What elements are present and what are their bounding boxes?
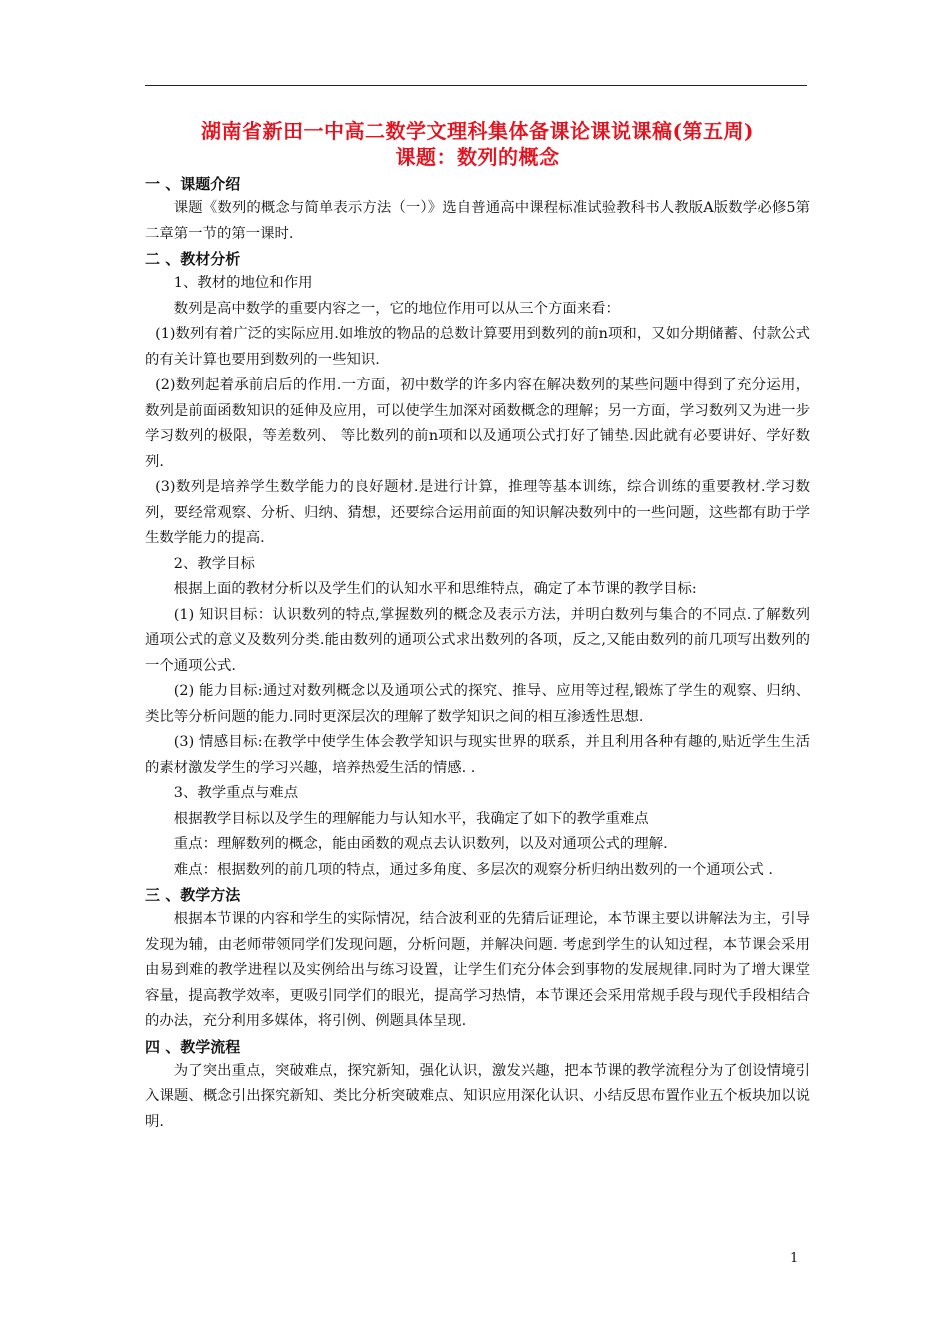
- section-heading-4: 四 、教学流程: [145, 1037, 241, 1056]
- paragraph: 难点：根据数列的前几项的特点，通过多角度、多层次的观察分析归纳出数列的一个通项公式 .: [173, 861, 773, 878]
- section-heading-3: 三 、教学方法: [145, 886, 241, 904]
- paragraph: 为了突出重点，突破难点，探究新知，强化认识，激发兴趣，把本节课的教学流程分为了创设情境引入课题、概念引出探究新知、类比分析突破难点、知识应用深化认识、小结反思布置作业五个板块加以说明.: [145, 1062, 810, 1130]
- section-heading-1: 一 、课题介绍: [145, 175, 241, 193]
- page-number: 1: [790, 1251, 799, 1266]
- document-body: [145, 118, 810, 1135]
- paragraph: (3)数列是培养学生数学能力的良好题材.是进行计算，推理等基本训练，综合训练的重要教材.学习数列，要经常观察、分析、归纳、猜想，还要综合运用前面的知识解决数列中的一些问题，这些都有助于学生数学能力的提高.: [145, 479, 810, 546]
- paragraph: 根据本节课的内容和学生的实际情况，结合波利亚的先猜后证理论，本节课主要以讲解法为主，引导发现为辅，由老师带领同学们发现问题，分析问题，并解决问题. 考虑到学生的认知过程，本节课会采用由易到难的教学进程以及实例给出与练习设置，让学生们充分体会到事物的发展规律.同时为了增大课堂容量，提高教学效率，更吸引同学们的眼光，提高学习热情，本节课还会采用常规手段与现代手段相结合的办法，充分利用多媒体，将引例、例题具体呈现.: [145, 911, 810, 1029]
- paragraph: 根据上面的教材分析以及学生们的认知水平和思维特点，确定了本节课的教学目标:: [173, 581, 697, 597]
- paragraph: 重点：理解数列的概念，能由函数的观点去认识数列，以及对通项公式的理解.: [173, 836, 668, 852]
- subheading: 3、教学重点与难点: [173, 785, 299, 801]
- subheading: 2、教学目标: [173, 555, 255, 572]
- paragraph: (2) 能力目标:通过对数列概念以及通项公式的探究、推导、应用等过程,锻炼了学生的观察、归纳、类比等分析问题的能力.同时更深层次的理解了数学知识之间的相互渗透性思想.: [145, 683, 810, 725]
- paragraph: (3) 情感目标:在教学中使学生体会教学知识与现实世界的联系，并且利用各种有趣的,贴近学生生活的素材激发学生的学习兴趣，培养热爱生活的情感. .: [145, 734, 810, 776]
- paragraph: (1) 知识目标：认识数列的特点,掌握数列的概念及表示方法，并明白数列与集合的不同点.了解数列通项公式的意义及数列分类.能由数列的通项公式求出数列的各项，反之,又能由数列的前几项写出数列的一个通项公式.: [145, 606, 810, 674]
- paragraph: 课题《数列的概念与简单表示方法（一）》选自普通高中课程标准试验教科书人教版A版数学必修5第二章第一节的第一课时.: [145, 200, 810, 242]
- paragraph: 根据教学目标以及学生的理解能力与认知水平，我确定了如下的教学重难点: [173, 810, 649, 827]
- section-heading-2: 二 、教材分析: [145, 250, 241, 268]
- paragraph: 数列是高中数学的重要内容之一，它的地位作用可以从三个方面来看：: [173, 300, 620, 317]
- lesson-title: 课题：数列的概念: [395, 145, 560, 169]
- header-rule: [145, 85, 807, 86]
- subheading: 1、教材的地位和作用: [173, 275, 313, 291]
- paragraph: (1)数列有着广泛的实际应用.如堆放的物品的总数计算要用到数列的前n项和，又如分期储蓄、付款公式的有关计算也要用到数列的一些知识.: [145, 326, 810, 368]
- document-title: 湖南省新田一中高二数学文理科集体备课论课说课稿(第五周): [201, 119, 754, 143]
- paragraph: (2)数列起着承前启后的作用.一方面，初中数学的许多内容在解决数列的某些问题中得到了充分运用，数列是前面函数知识的延伸及应用，可以使学生加深对函数概念的理解；另一方面，学习数列又为进一步学习数列的极限，等差数列、 等比数列的前n项和以及通项公式打好了铺垫.因此就有必要讲好、学好数列.: [145, 377, 810, 470]
